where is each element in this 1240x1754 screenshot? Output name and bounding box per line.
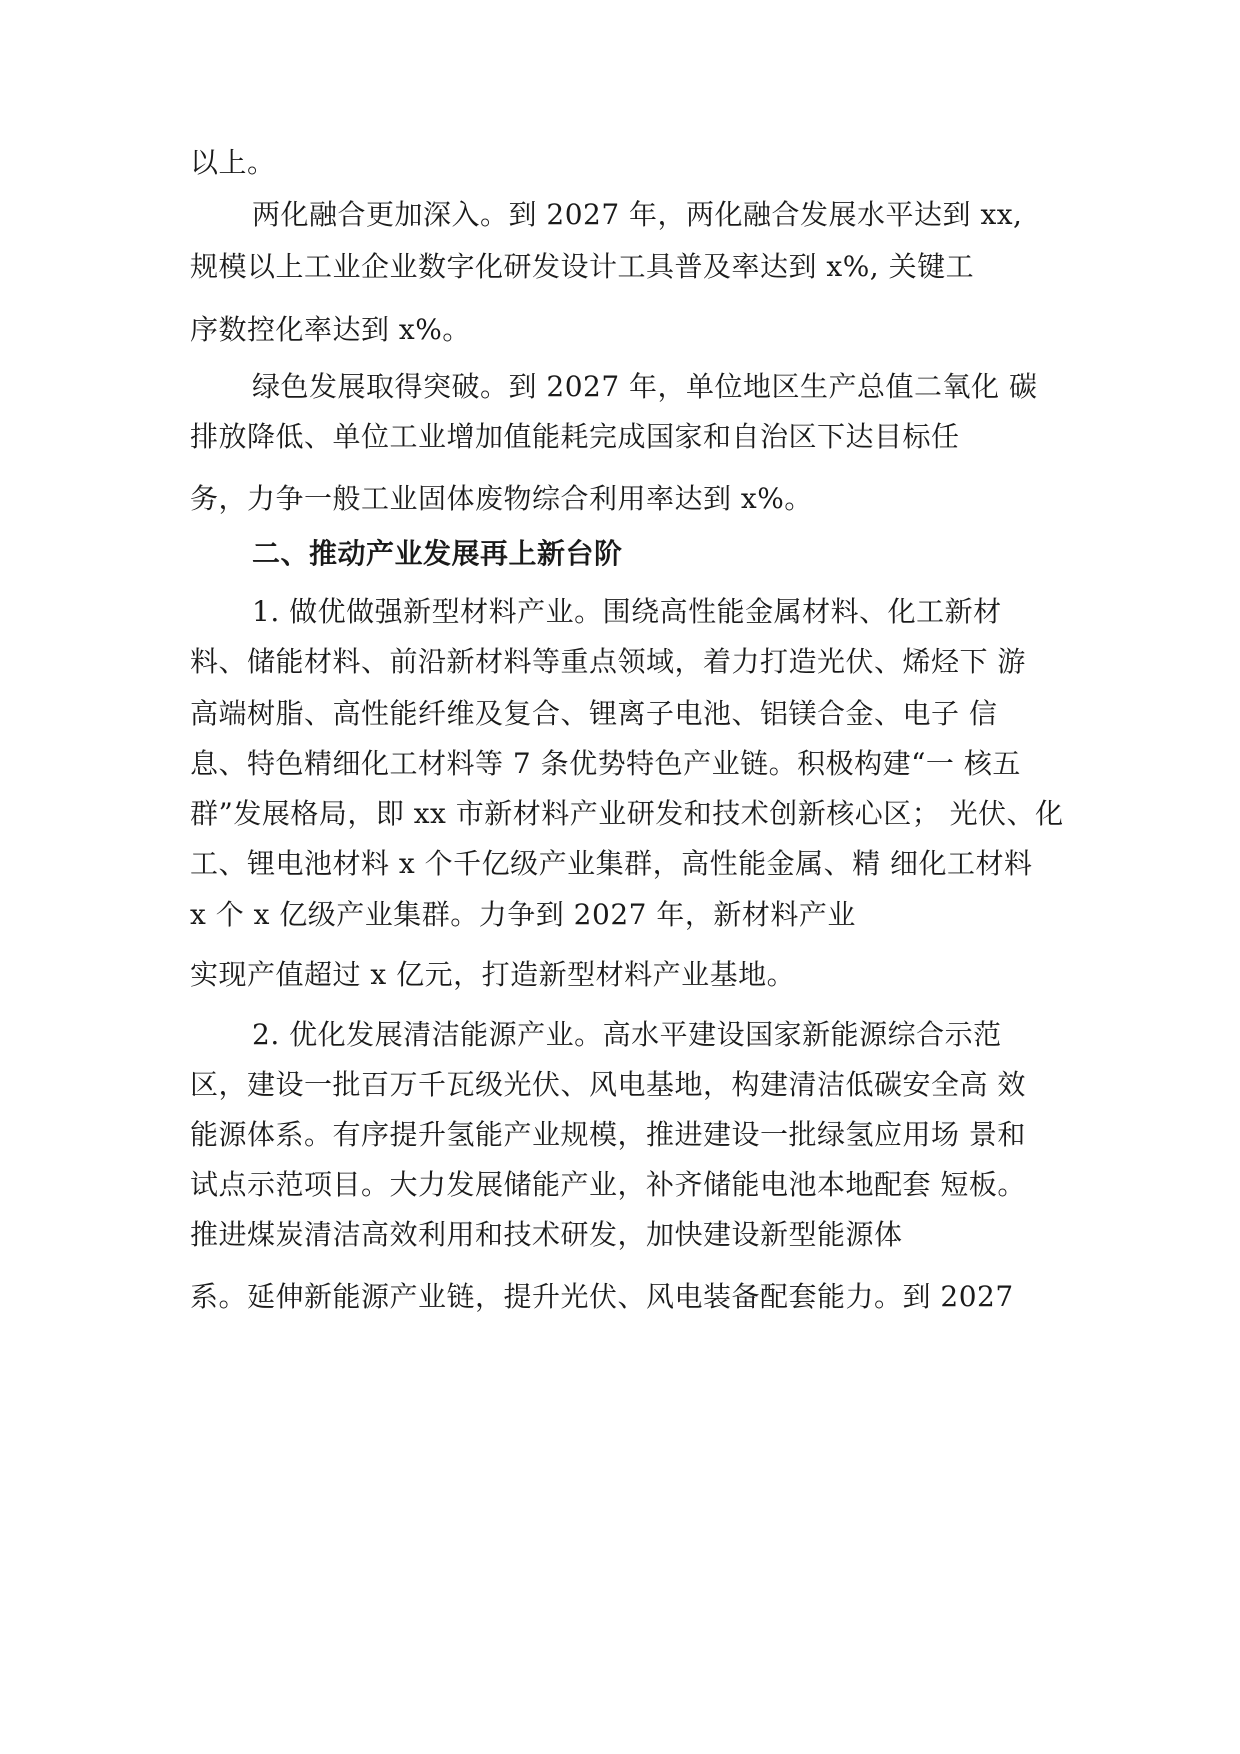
paragraph-start-line: 两化融合更加深入。到 2027 年，两化融合发展水平达到 xx, (252, 198, 1023, 231)
text-line: 试点示范项目。大力发展储能产业，补齐储能电池本地配套 短板。 (190, 1168, 1026, 1201)
text-line: 区，建设一批百万千瓦级光伏、风电基地，构建清洁低碳安全高 效 (190, 1068, 1026, 1101)
text-line: 推进煤炭清洁高效利用和技术研发，加快建设新型能源体 (190, 1218, 903, 1251)
section-heading: 二、推动产业发展再上新台阶 (252, 537, 623, 570)
text-line: 以上。 (190, 146, 276, 179)
text-line: 实现产值超过 x 亿元，打造新型材料产业基地。 (190, 958, 796, 991)
text-line: 系。延伸新能源产业链，提升光伏、风电装备配套能力。到 2027 (190, 1280, 1014, 1313)
text-line: 规模以上工业企业数字化研发设计工具普及率达到 x%, 关键工 (190, 250, 975, 283)
text-line: 息、特色精细化工材料等 7 条优势特色产业链。积极构建“一 核五 (190, 747, 1021, 780)
text-line: 序数控化率达到 x%。 (190, 313, 471, 346)
text-line: 高端树脂、高性能纤维及复合、锂离子电池、铝镁合金、电子 信 (190, 697, 998, 730)
text-line: 群”发展格局，即 xx 市新材料产业研发和技术创新核心区； 光伏、化 (190, 797, 1064, 830)
text-line: 能源体系。有序提升氢能产业规模，推进建设一批绿氢应用场 景和 (190, 1118, 1026, 1151)
text-line: 料、储能材料、前沿新材料等重点领域，着力打造光伏、烯烃下 游 (190, 645, 1026, 678)
text-line: 工、锂电池材料 x 个千亿级产业集群，高性能金属、精 细化工材料 (190, 847, 1033, 880)
text-line: 务，力争一般工业固体废物综合利用率达到 x%。 (190, 482, 813, 515)
paragraph-start-line: 绿色发展取得突破。到 2027 年，单位地区生产总值二氧化 碳 (252, 370, 1038, 403)
paragraph-start-line: 1. 做优做强新型材料产业。围绕高性能金属材料、化工新材 (252, 595, 1002, 628)
text-line: 排放降低、单位工业增加值能耗完成国家和自治区下达目标任 (190, 420, 960, 453)
paragraph-start-line: 2. 优化发展清洁能源产业。高水平建设国家新能源综合示范 (252, 1018, 1002, 1051)
text-line: x 个 x 亿级产业集群。力争到 2027 年，新材料产业 (190, 898, 856, 931)
